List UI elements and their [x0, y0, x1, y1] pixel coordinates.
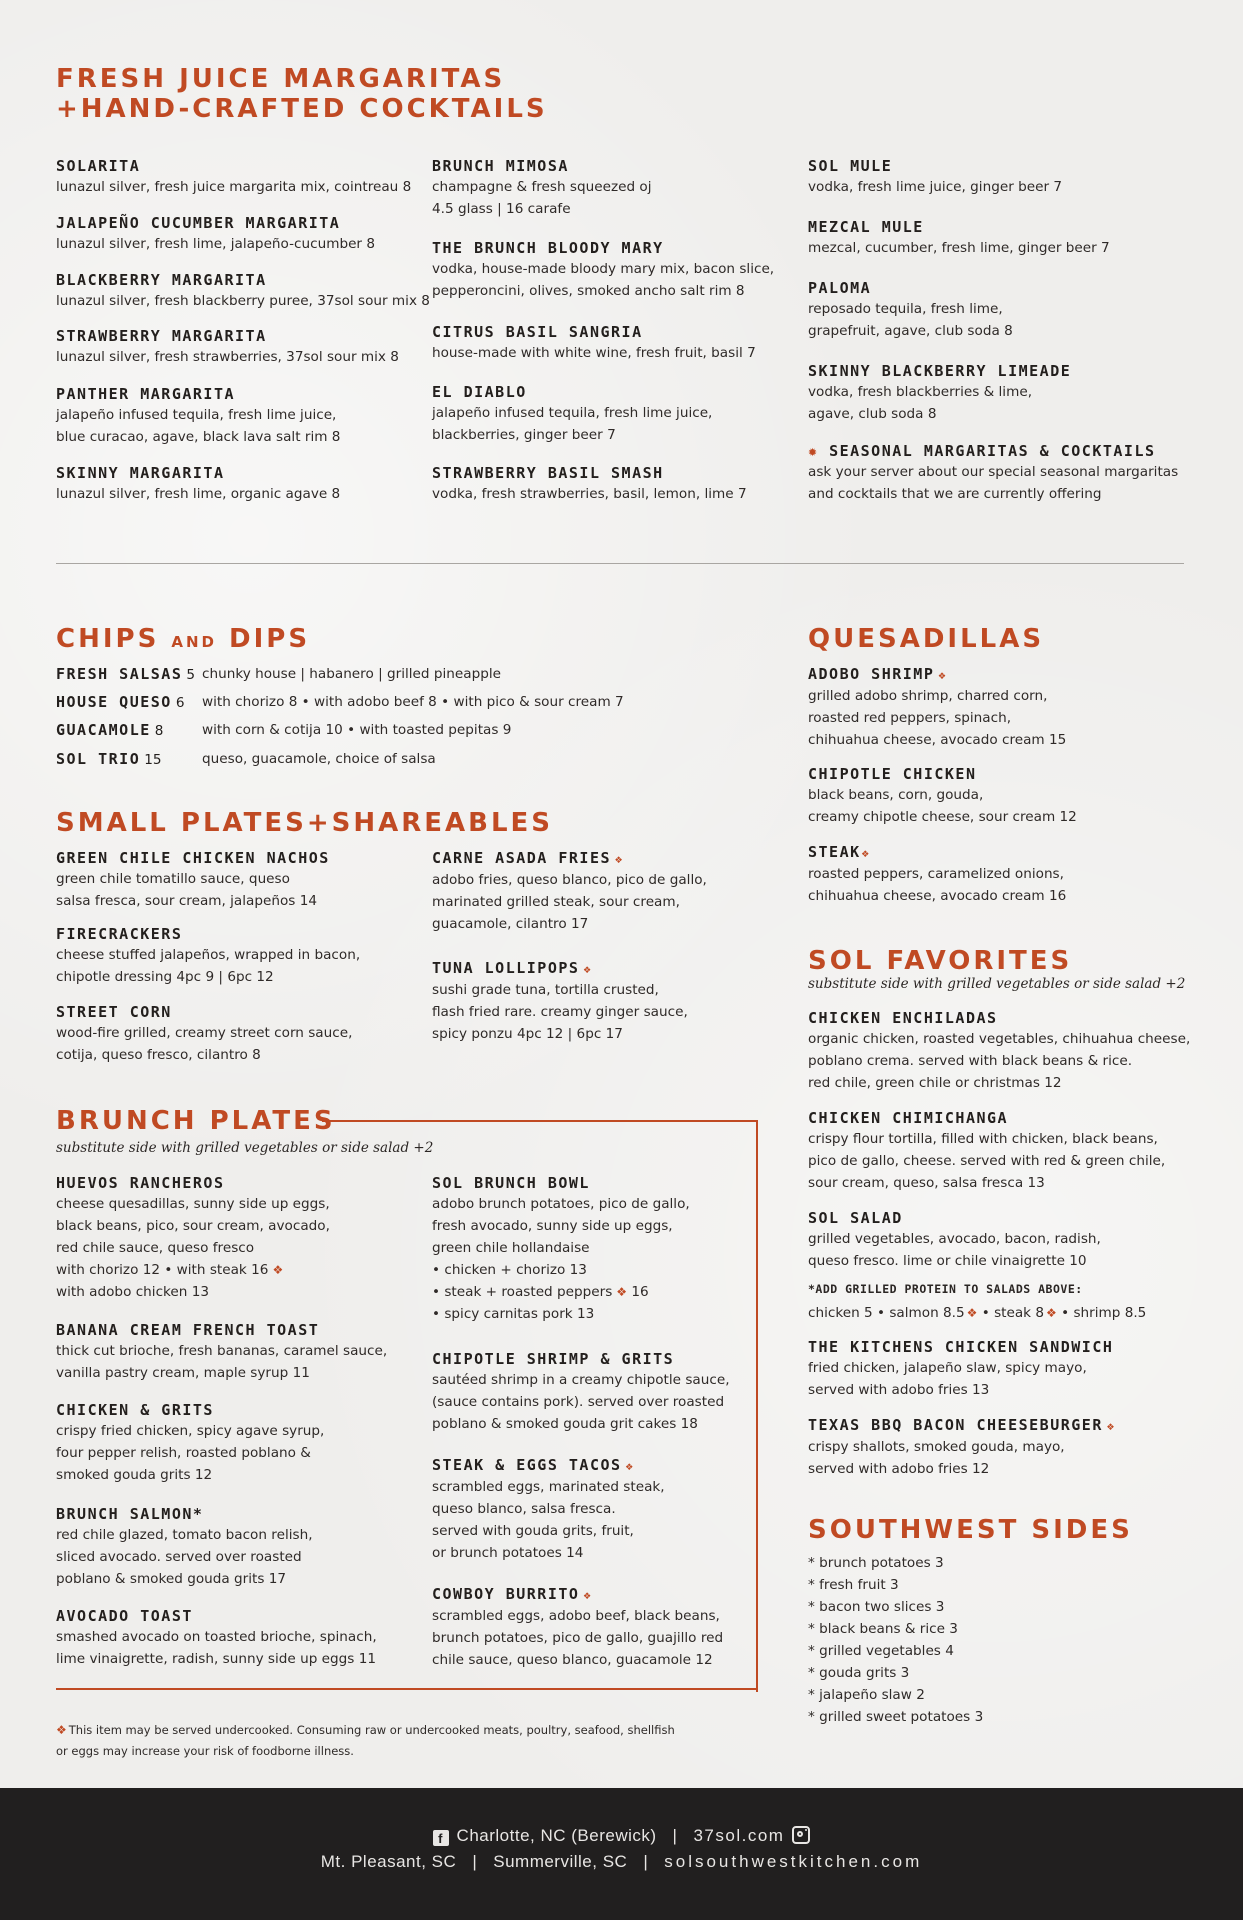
menu-item: [808, 1415, 1116, 1480]
dip-price: 15: [144, 752, 162, 768]
menu-item: [56, 1320, 387, 1384]
menu-item: [808, 764, 1077, 828]
favorites-subtitle: substitute side with grilled vegetables or side salad +2: [808, 976, 1186, 992]
menu-item: [432, 1349, 730, 1435]
item-name: BANANA CREAM FRENCH TOAST: [56, 1321, 320, 1339]
item-name: STEAK: [808, 843, 861, 861]
item-desc-wrap: [56, 1193, 330, 1303]
menu-item: [432, 1584, 723, 1671]
item-desc: vodka, fresh lime juice, ginger beer 7: [808, 179, 1063, 195]
quesadillas-heading: QUESADILLAS: [808, 624, 1045, 654]
item-desc: crispy fried chicken, spicy agave syrup, four pepper relish, roasted poblano & smoked gouda grits 12: [56, 1423, 325, 1483]
item-desc: lunazul silver, fresh juice margarita mix, cointreau 8: [56, 179, 412, 195]
side-item: * jalapeño slaw 2: [808, 1687, 925, 1703]
item-desc: lunazul silver, fresh blackberry puree, 37sol sour mix 8: [56, 293, 430, 309]
item-desc: adobo brunch potatoes, pico de gallo, fresh avocado, sunny side up eggs, green chile hollandaise • chicken + chorizo 13: [432, 1196, 690, 1278]
diamond-icon: ❖: [583, 962, 593, 976]
footer-location-mt-pleasant: Mt. Pleasant, SC: [320, 1852, 457, 1871]
item-desc: champagne & fresh squeezed oj 4.5 glass | 16 carafe: [432, 179, 652, 217]
footer-separator: |: [643, 1852, 649, 1871]
menu-item: [808, 441, 1178, 505]
menu-item: [56, 270, 430, 312]
item-name: JALAPEÑO CUCUMBER MARGARITA: [56, 214, 341, 232]
sides-list: [808, 1552, 983, 1728]
item-name-row: [808, 664, 1066, 685]
dip-name: HOUSE QUESO: [56, 693, 172, 711]
menu-item: [808, 1208, 1101, 1272]
item-desc: adobo fries, queso blanco, pico de gallo, marinated grilled steak, sour cream, guacamole, cilantro 17: [432, 872, 707, 932]
item-desc: organic chicken, roasted vegetables, chihuahua cheese, poblano crema. served with black beans & rice. red chile, green chile or christmas 12: [808, 1031, 1191, 1091]
item-desc: red chile glazed, tomato bacon relish, sliced avocado. served over roasted poblano & smoked gouda grits 17: [56, 1527, 313, 1587]
item-name: CARNE ASADA FRIES: [432, 849, 612, 867]
item-desc: lunazul silver, fresh lime, jalapeño-cucumber 8: [56, 236, 375, 252]
item-name: PALOMA: [808, 279, 872, 297]
menu-item: [808, 361, 1071, 425]
item-desc: crispy shallots, smoked gouda, mayo, served with adobo fries 12: [808, 1439, 1065, 1477]
item-desc: cheese quesadillas, sunny side up eggs, black beans, pico, sour cream, avocado, red chile sauce, queso fresco with chorizo 12 • with steak 16: [56, 1196, 330, 1278]
item-name-row: [432, 958, 688, 979]
menu-item: [56, 924, 360, 988]
item-desc-wrap: [432, 1193, 690, 1325]
diamond-icon: ❖: [1046, 1306, 1057, 1320]
item-name: SOL MULE: [808, 157, 893, 175]
item-name: THE BRUNCH BLOODY MARY: [432, 239, 664, 257]
menu-item: [432, 382, 712, 446]
dip-name-wrap: [56, 721, 163, 739]
protein-a: chicken 5 • salmon 8.5: [808, 1305, 965, 1321]
item-name: CHIPOTLE SHRIMP & GRITS: [432, 1350, 675, 1368]
menu-item: [808, 664, 1066, 751]
protein-options: [808, 1302, 1146, 1324]
menu-item: [808, 1008, 1190, 1094]
side-item: * fresh fruit 3: [808, 1577, 899, 1593]
item-name: BLACKBERRY MARGARITA: [56, 271, 267, 289]
footer-location-charlotte: Charlotte, NC (Berewick): [456, 1826, 657, 1845]
sun-icon: ✹: [808, 442, 819, 460]
item-name: SOLARITA: [56, 157, 141, 175]
menu-item: [56, 848, 330, 912]
item-desc-extra: • spicy carnitas pork 13: [432, 1306, 595, 1322]
footer-row-2: [0, 1852, 1243, 1872]
item-name-row: [432, 848, 707, 869]
item-desc-steak-price: 16: [631, 1284, 649, 1300]
diamond-icon: ❖: [1106, 1419, 1116, 1433]
side-item: * brunch potatoes 3: [808, 1555, 944, 1571]
item-name: SOL BRUNCH BOWL: [432, 1174, 590, 1192]
item-name: TEXAS BBQ BACON CHEESEBURGER: [808, 1416, 1103, 1434]
menu-item: [56, 213, 375, 255]
item-desc: vodka, house-made bloody mary mix, bacon slice, pepperoncini, olives, smoked ancho salt rim 8: [432, 261, 775, 299]
dip-name-wrap: [56, 665, 195, 683]
item-desc: grilled adobo shrimp, charred corn, roasted red peppers, spinach, chihuahua cheese, avocado cream 15: [808, 688, 1067, 748]
menu-item: [432, 322, 756, 364]
diamond-icon: ❖: [272, 1263, 284, 1277]
side-item: * gouda grits 3: [808, 1665, 910, 1681]
item-name: SOL SALAD: [808, 1209, 903, 1227]
menu-item: [56, 1173, 330, 1303]
item-desc: fried chicken, jalapeño slaw, spicy mayo, served with adobo fries 13: [808, 1360, 1087, 1398]
item-desc: black beans, corn, gouda, creamy chipotle cheese, sour cream 12: [808, 787, 1077, 825]
menu-item: [808, 156, 1062, 198]
chips-heading: [56, 624, 310, 657]
item-desc-steak: • steak + roasted peppers: [432, 1284, 613, 1300]
item-name: AVOCADO TOAST: [56, 1607, 193, 1625]
dip-options: queso, guacamole, choice of salsa: [202, 751, 436, 767]
menu-item: [56, 384, 340, 448]
footer-row-1: [0, 1826, 1243, 1846]
menu-item: [56, 1504, 313, 1590]
item-name: ADOBO SHRIMP: [808, 665, 935, 683]
item-desc: sushi grade tuna, tortilla crusted, flash fried rare. creamy ginger sauce, spicy ponzu 4pc 12 | 6pc 17: [432, 982, 688, 1042]
cocktails-heading: [56, 64, 548, 124]
menu-item: [432, 238, 774, 302]
notice-text: This item may be served undercooked. Consuming raw or undercooked meats, poultry, seafood, shellfish or eggs may increase your risk of foodborne illness.: [56, 1723, 675, 1758]
footer-location-summerville: Summerville, SC: [493, 1852, 628, 1871]
menu-item: [432, 848, 707, 935]
item-name-row: [808, 842, 1066, 863]
item-desc: scrambled eggs, marinated steak, queso blanco, salsa fresca. served with gouda grits, fruit, or brunch potatoes 14: [432, 1479, 665, 1561]
diamond-icon: ❖: [966, 1306, 978, 1320]
diamond-icon: ❖: [583, 1588, 593, 1602]
side-item: * grilled sweet potatoes 3: [808, 1709, 984, 1725]
menu-item: [808, 1337, 1113, 1401]
menu-item: [56, 1606, 377, 1670]
item-desc: green chile tomatillo sauce, queso salsa fresca, sour cream, jalapeños 14: [56, 871, 317, 909]
menu-item: [808, 1108, 1165, 1194]
item-name: STREET CORN: [56, 1003, 172, 1021]
brunch-frame-right: [750, 1120, 758, 1692]
side-item: * grilled vegetables 4: [808, 1643, 954, 1659]
item-desc: vodka, fresh blackberries & lime, agave, club soda 8: [808, 384, 1033, 422]
item-name: CHICKEN ENCHILADAS: [808, 1009, 998, 1027]
item-desc: reposado tequila, fresh lime, grapefruit, agave, club soda 8: [808, 301, 1013, 339]
section-divider: [56, 563, 1184, 564]
item-desc: grilled vegetables, avocado, bacon, radish, queso fresco. lime or chile vinaigrette 10: [808, 1231, 1101, 1269]
side-item: * bacon two slices 3: [808, 1599, 945, 1615]
dip-name-wrap: [56, 693, 185, 711]
item-name: COWBOY BURRITO: [432, 1585, 580, 1603]
brunch-heading: BRUNCH PLATES: [56, 1106, 336, 1136]
dip-price: 8: [154, 723, 164, 739]
item-desc: lunazul silver, fresh lime, organic agave 8: [56, 486, 341, 502]
item-desc: crispy flour tortilla, filled with chicken, black beans, pico de gallo, cheese. served with red & green chile, sour cream, queso, salsa fresca 13: [808, 1131, 1166, 1191]
item-name: SEASONAL MARGARITAS & COCKTAILS: [829, 442, 1156, 460]
item-desc: smashed avocado on toasted brioche, spinach, lime vinaigrette, radish, sunny side up eggs 11: [56, 1629, 377, 1667]
item-name: GREEN CHILE CHICKEN NACHOS: [56, 849, 330, 867]
item-desc: jalapeño infused tequila, fresh lime juice, blackberries, ginger beer 7: [432, 405, 713, 443]
diamond-icon: ❖: [625, 1459, 635, 1473]
dip-name: SOL TRIO: [56, 750, 141, 768]
menu-item: [432, 958, 688, 1045]
diamond-icon: ❖: [615, 852, 624, 866]
footer-site-37sol[interactable]: 37sol.com: [693, 1826, 785, 1845]
brunch-subtitle: substitute side with grilled vegetables or side salad +2: [56, 1140, 434, 1156]
item-desc: cheese stuffed jalapeños, wrapped in bacon, chipotle dressing 4pc 9 | 6pc 12: [56, 947, 361, 985]
item-name-row: [808, 441, 1178, 461]
item-name: STRAWBERRY BASIL SMASH: [432, 464, 664, 482]
item-name: CHICKEN CHIMICHANGA: [808, 1109, 1009, 1127]
diamond-icon: ❖: [861, 846, 871, 860]
item-name: SKINNY BLACKBERRY LIMEADE: [808, 362, 1072, 380]
favorites-heading: SOL FAVORITES: [808, 946, 1073, 976]
item-desc: scrambled eggs, adobo beef, black beans, brunch potatoes, pico de gallo, guajillo red chile sauce, queso blanco, guacamole 12: [432, 1608, 724, 1668]
side-item: * black beans & rice 3: [808, 1621, 958, 1637]
item-name: CHICKEN & GRITS: [56, 1401, 214, 1419]
item-name: PANTHER MARGARITA: [56, 385, 236, 403]
item-name-row: [432, 1455, 665, 1476]
item-desc: ask your server about our special seasonal margaritas and cocktails that we are currently offering: [808, 464, 1179, 502]
chips-heading-a: CHIPS: [56, 624, 160, 654]
instagram-icon[interactable]: [792, 1826, 810, 1844]
item-name: MEZCAL MULE: [808, 218, 924, 236]
item-name: BRUNCH SALMON*: [56, 1505, 204, 1523]
item-desc: jalapeño infused tequila, fresh lime juice, blue curacao, agave, black lava salt rim 8: [56, 407, 341, 445]
menu-item: [808, 217, 1110, 259]
menu-item: [56, 156, 411, 198]
item-desc: thick cut brioche, fresh bananas, caramel sauce, vanilla pastry cream, maple syrup 11: [56, 1343, 388, 1381]
dip-options: with chorizo 8 • with adobo beef 8 • with pico & sour cream 7: [202, 694, 624, 710]
menu-item: [432, 463, 747, 505]
dip-price: 6: [175, 695, 185, 711]
footer: [0, 1788, 1243, 1920]
cocktails-heading-line2: +HAND-CRAFTED COCKTAILS: [56, 94, 548, 124]
item-name: TUNA LOLLIPOPS: [432, 959, 580, 977]
dip-name-wrap: [56, 750, 162, 768]
item-desc: house-made with white wine, fresh fruit, basil 7: [432, 345, 756, 361]
dip-name: FRESH SALSAS: [56, 665, 183, 683]
dip-options: chunky house | habanero | grilled pineapple: [202, 666, 501, 682]
small-plates-heading: SMALL PLATES+SHAREABLES: [56, 808, 554, 838]
item-name: CHIPOTLE CHICKEN: [808, 765, 977, 783]
diamond-icon: ❖: [56, 1723, 67, 1737]
protein-b: • steak 8: [977, 1305, 1045, 1321]
menu-item: [808, 842, 1066, 907]
item-desc: roasted peppers, caramelized onions, chihuahua cheese, avocado cream 16: [808, 866, 1067, 904]
protein-c: • shrimp 8.5: [1056, 1305, 1147, 1321]
menu-item: [432, 1455, 665, 1564]
item-name: SKINNY MARGARITA: [56, 464, 225, 482]
item-desc: sautéed shrimp in a creamy chipotle sauce, (sauce contains pork). served over roasted poblano & smoked gouda grit cakes 18: [432, 1372, 730, 1432]
diamond-icon: ❖: [938, 668, 948, 682]
item-name: THE KITCHENS CHICKEN SANDWICH: [808, 1338, 1114, 1356]
diamond-icon: ❖: [616, 1285, 628, 1299]
dip-options: with corn & cotija 10 • with toasted pepitas 9: [202, 722, 512, 738]
item-name: FIRECRACKERS: [56, 925, 183, 943]
dip-price: 5: [186, 667, 196, 683]
item-desc: lunazul silver, fresh strawberries, 37sol sour mix 8: [56, 349, 399, 365]
item-name: EL DIABLO: [432, 383, 527, 401]
item-name: HUEVOS RANCHEROS: [56, 1174, 225, 1192]
brunch-frame-top: [322, 1120, 752, 1123]
menu-item: [56, 463, 340, 505]
item-name-row: [808, 1415, 1116, 1436]
item-name-row: [432, 1584, 723, 1605]
brunch-frame-bottom: [56, 1688, 756, 1691]
item-name: STRAWBERRY MARGARITA: [56, 327, 267, 345]
protein-heading: *ADD GRILLED PROTEIN TO SALADS ABOVE:: [808, 1282, 1083, 1296]
item-desc: vodka, fresh strawberries, basil, lemon, lime 7: [432, 486, 747, 502]
item-desc-extra: with adobo chicken 13: [56, 1284, 210, 1300]
sides-heading: SOUTHWEST SIDES: [808, 1515, 1133, 1545]
menu-item: [56, 326, 399, 368]
item-name: STEAK & EGGS TACOS: [432, 1456, 622, 1474]
menu-item: [432, 1173, 690, 1325]
item-desc: wood-fire grilled, creamy street corn sauce, cotija, queso fresco, cilantro 8: [56, 1025, 353, 1063]
cocktails-heading-line1: FRESH JUICE MARGARITAS: [56, 64, 506, 94]
dip-name: GUACAMOLE: [56, 721, 151, 739]
item-desc: mezcal, cucumber, fresh lime, ginger beer 7: [808, 240, 1110, 256]
undercooked-notice: [56, 1720, 675, 1762]
chips-heading-b: DIPS: [229, 624, 311, 654]
menu-item: [808, 278, 1013, 342]
menu-item: [432, 156, 652, 220]
item-name: CITRUS BASIL SANGRIA: [432, 323, 643, 341]
footer-separator: |: [472, 1852, 478, 1871]
facebook-icon[interactable]: f: [433, 1830, 449, 1846]
item-name: BRUNCH MIMOSA: [432, 157, 569, 175]
menu-item: [56, 1002, 352, 1066]
menu-item: [56, 1400, 324, 1486]
chips-heading-and: AND: [171, 633, 217, 651]
footer-site-sol[interactable]: solsouthwestkitchen.com: [664, 1852, 923, 1871]
footer-separator: |: [672, 1826, 678, 1845]
